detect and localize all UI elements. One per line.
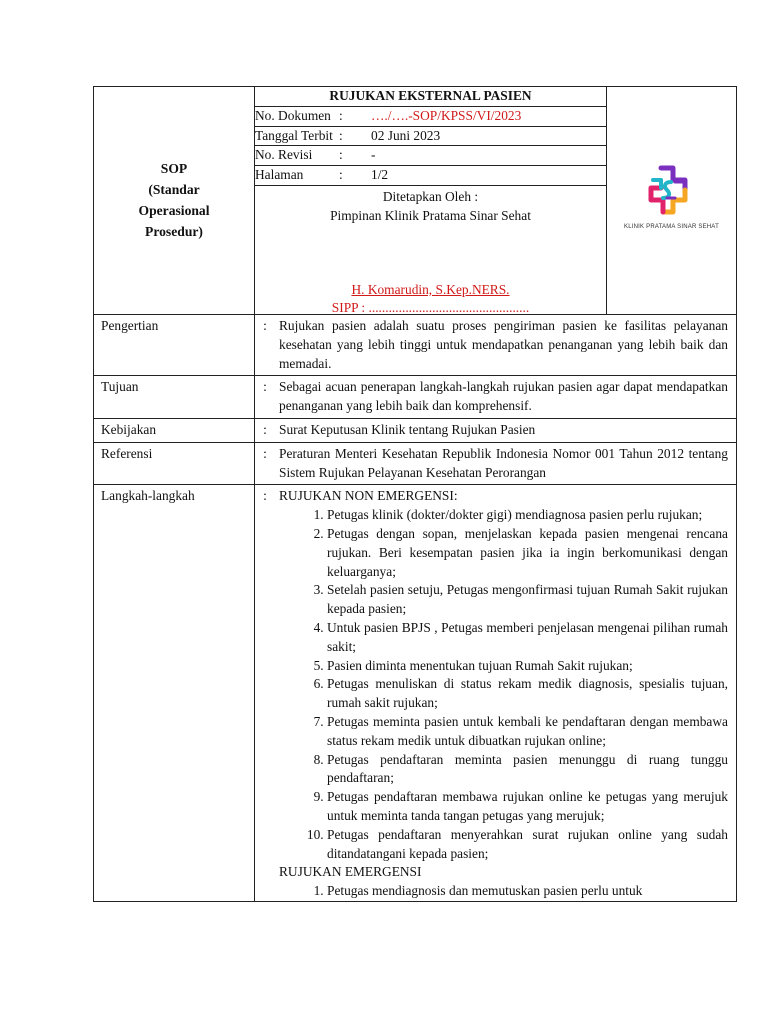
row-langkah [94, 485, 737, 902]
field-colon: : [339, 126, 371, 146]
row-content-pengertian [255, 314, 737, 375]
cross-logo-icon [641, 164, 703, 216]
signatory-name: H. Komarudin, S.Kep.NERS. [351, 281, 510, 297]
row-content-langkah [255, 485, 737, 902]
field-key: Tanggal Terbit [255, 126, 339, 146]
colon: : [263, 421, 267, 437]
sop-label-cell [94, 87, 255, 315]
list-item: 3. Setelah pasien setuju, Petugas mengonfirmasi tujuan Rumah Sakit rujukan kepada pasien; [327, 581, 728, 619]
row-content-referensi [255, 442, 737, 485]
list-item: 2. Petugas dengan sopan, menjelaskan kepada pasien mengenai rencana rujukan. Beri kesempatan pasien jika ia ingin berkomunikasi dengan keluarganya; [327, 525, 728, 581]
referensi-text: Peraturan Menteri Kesehatan Republik Indonesia Nomor 001 Tahun 2012 tentang Sistem Rujukan Pelayanan Kesehatan Perorangan [279, 445, 728, 480]
clinic-logo [607, 164, 736, 237]
row-content-tujuan [255, 376, 737, 419]
list-item: 1. Petugas klinik (dokter/dokter gigi) mendiagnosa pasien perlu rujukan; [327, 506, 728, 525]
row-label-kebijakan: Kebijakan [94, 418, 255, 442]
colon: : [263, 379, 267, 395]
colon: : [263, 488, 267, 504]
field-key: No. Revisi [255, 146, 339, 166]
list-item: 7. Petugas meminta pasien untuk kembali ke pendaftaran dengan membawa status rekam medik untuk dibuatkan rujukan online; [327, 713, 728, 751]
field-row-tanggal-terbit [255, 126, 606, 146]
field-colon: : [339, 146, 371, 166]
sipp-line: SIPP : ................................................ [331, 299, 530, 315]
field-value-no-revisi: - [371, 146, 606, 166]
row-content-kebijakan [255, 418, 737, 442]
list-item: 10. Petugas pendaftaran menyerahkan surat rujukan online yang sudah ditandatangani kepada pasien; [327, 826, 728, 864]
field-row-halaman [255, 166, 606, 186]
non-emergensi-title: RUJUKAN NON EMERGENSI: [279, 488, 458, 504]
field-value-tanggal-terbit: 02 Juni 2023 [371, 126, 606, 146]
row-label-referensi: Referensi [94, 442, 255, 485]
emergensi-title: RUJUKAN EMERGENSI [279, 864, 422, 880]
list-item: 4. Untuk pasien BPJS , Petugas memberi penjelasan mengenai pilihan rumah sakit; [327, 619, 728, 657]
field-value-halaman: 1/2 [371, 166, 606, 186]
signature-block [255, 186, 606, 314]
tujuan-text: Sebagai acuan penerapan langkah-langkah rujukan pasien agar dapat mendapatkan penanganan yang lebih baik dan komprehensif. [279, 379, 728, 414]
list-item: 8. Petugas pendaftaran meminta pasien menunggu di ruang tunggu pendaftaran; [327, 751, 728, 789]
field-key: Halaman [255, 166, 339, 186]
field-colon: : [339, 106, 371, 126]
header-block [94, 87, 737, 315]
field-row-no-dokumen [255, 106, 606, 126]
list-item: 5. Pasien diminta menentukan tujuan Rumah Sakit rujukan; [327, 657, 728, 676]
sop-table [93, 86, 737, 902]
sop-label-line4: Prosedur) [145, 224, 203, 240]
pengertian-text: Rujukan pasien adalah suatu proses pengiriman pasien ke fasilitas pelayanan kesehatan yang lebih tinggi untuk mendapatkan penanganan yang lebih baik dan memadai. [279, 317, 728, 371]
header-fields [255, 87, 606, 186]
non-emergensi-list [279, 506, 728, 863]
document-title: RUJUKAN EKSTERNAL PASIEN [255, 87, 606, 106]
field-value-no-dokumen: …./….-SOP/KPSS/VI/2023 [371, 106, 606, 126]
logo-cell [607, 87, 737, 315]
field-row-no-revisi [255, 146, 606, 166]
row-label-langkah: Langkah-langkah [94, 485, 255, 902]
signature-line1: Ditetapkan Oleh : [382, 188, 479, 204]
colon: : [263, 317, 267, 333]
row-label-tujuan: Tujuan [94, 376, 255, 419]
field-key: No. Dokumen [255, 106, 339, 126]
row-label-pengertian: Pengertian [94, 314, 255, 375]
row-kebijakan [94, 418, 737, 442]
row-tujuan [94, 376, 737, 419]
list-item: 1. Petugas mendiagnosis dan memutuskan pasien perlu untuk [327, 882, 728, 901]
header-middle-cell [255, 87, 607, 315]
kebijakan-text: Surat Keputusan Klinik tentang Rujukan Pasien [279, 421, 536, 437]
row-referensi [94, 442, 737, 485]
sop-label-line2: (Standar [148, 182, 200, 198]
logo-caption: KLINIK PRATAMA SINAR SEHAT [624, 224, 719, 231]
emergensi-list [279, 882, 728, 901]
list-item: 9. Petugas pendaftaran membawa rujukan online ke petugas yang merujuk untuk meminta tanda tangan petugas yang merujuk; [327, 788, 728, 826]
sop-label-line3: Operasional [138, 203, 210, 219]
field-colon: : [339, 166, 371, 186]
sop-label-line1: SOP [160, 161, 188, 177]
signature-line2: Pimpinan Klinik Pratama Sinar Sehat [330, 207, 531, 223]
colon: : [263, 445, 267, 461]
langkah-content [275, 485, 736, 901]
row-pengertian [94, 314, 737, 375]
list-item: 6. Petugas menuliskan di status rekam medik diagnosis, spesialis tujuan, rumah sakit rujukan; [327, 675, 728, 713]
